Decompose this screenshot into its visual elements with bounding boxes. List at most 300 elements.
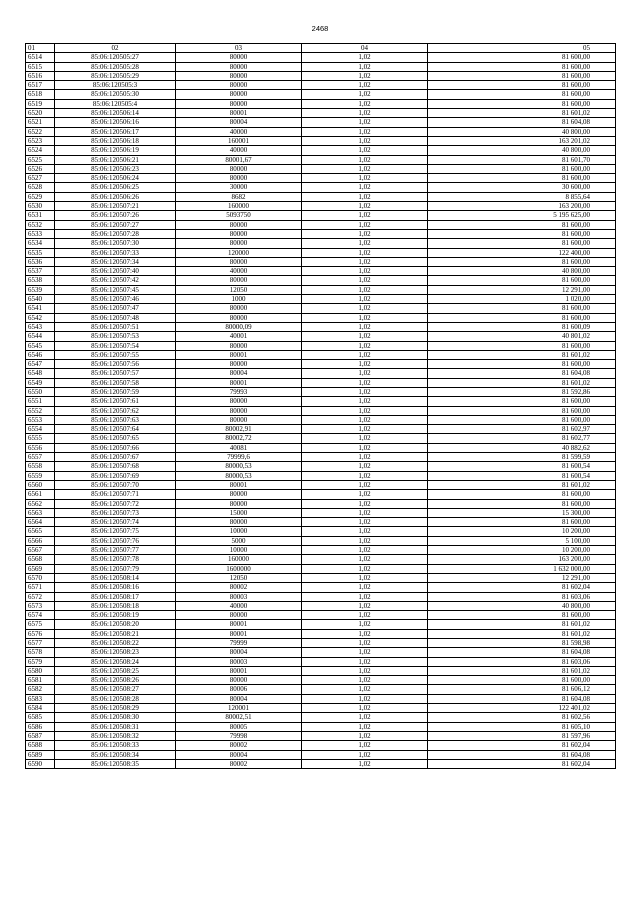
row-number-cell: 6586 [26,722,55,731]
value-cell: 81 599,59 [428,453,616,462]
table-row [26,53,616,62]
cadastral-number-cell: 85:06:120505:4 [55,99,176,108]
cadastral-number-cell: 85:06:120508:34 [55,750,176,759]
cadastral-number-cell: 85:06:120507:67 [55,453,176,462]
table-row [26,360,616,369]
area-cell: 80000 [176,397,302,406]
value-cell: 81 600,00 [428,406,616,415]
value-cell: 81 606,12 [428,685,616,694]
cadastral-number-cell: 85:06:120507:27 [55,220,176,229]
cadastral-number-cell: 85:06:120507:63 [55,415,176,424]
value-cell: 81 600,00 [428,304,616,313]
coefficient-cell: 1,02 [302,369,428,378]
value-cell: 40 801,02 [428,332,616,341]
row-number-cell: 6533 [26,229,55,238]
cadastral-number-cell: 85:06:120507:74 [55,518,176,527]
table-row [26,192,616,201]
area-cell: 5000 [176,536,302,545]
table-row [26,369,616,378]
row-number-cell: 6551 [26,397,55,406]
value-cell: 12 291,00 [428,573,616,582]
coefficient-cell: 1,02 [302,285,428,294]
cadastral-number-cell: 85:06:120506:26 [55,192,176,201]
area-cell: 80006 [176,685,302,694]
cadastral-number-cell: 85:06:120507:70 [55,480,176,489]
area-cell: 80002,51 [176,713,302,722]
cadastral-number-cell: 85:06:120508:16 [55,583,176,592]
table-row [26,220,616,229]
coefficient-cell: 1,02 [302,406,428,415]
table-row [26,564,616,573]
row-number-cell: 6587 [26,731,55,740]
coefficient-cell: 1,02 [302,592,428,601]
coefficient-cell: 1,02 [302,127,428,136]
area-cell: 80000 [176,53,302,62]
value-cell: 81 600,00 [428,99,616,108]
coefficient-cell: 1,02 [302,350,428,359]
row-number-cell: 6559 [26,471,55,480]
table-row [26,546,616,555]
table-row [26,257,616,266]
value-cell: 81 600,00 [428,341,616,350]
value-cell: 81 600,00 [428,90,616,99]
coefficient-cell: 1,02 [302,722,428,731]
value-cell: 12 291,00 [428,285,616,294]
area-cell: 80002,72 [176,434,302,443]
value-cell: 81 600,00 [428,360,616,369]
table-row [26,248,616,257]
table-row [26,592,616,601]
coefficient-cell: 1,02 [302,136,428,145]
area-cell: 80000 [176,71,302,80]
coefficient-cell: 1,02 [302,99,428,108]
coefficient-cell: 1,02 [302,443,428,452]
area-cell: 80000,09 [176,322,302,331]
cadastral-number-cell: 85:06:120508:35 [55,759,176,768]
cadastral-number-cell: 85:06:120508:28 [55,694,176,703]
row-number-cell: 6544 [26,332,55,341]
row-number-cell: 6573 [26,601,55,610]
value-cell: 5 100,00 [428,536,616,545]
row-number-cell: 6556 [26,443,55,452]
cadastral-number-cell: 85:06:120508:20 [55,620,176,629]
cadastral-number-cell: 85:06:120507:54 [55,341,176,350]
coefficient-cell: 1,02 [302,704,428,713]
area-cell: 80001 [176,350,302,359]
coefficient-cell: 1,02 [302,90,428,99]
coefficient-cell: 1,02 [302,332,428,341]
row-number-cell: 6555 [26,434,55,443]
table-row [26,480,616,489]
value-cell: 81 604,08 [428,118,616,127]
table-row [26,583,616,592]
value-cell: 81 600,54 [428,471,616,480]
table-row [26,750,616,759]
row-number-cell: 6575 [26,620,55,629]
area-cell: 79999 [176,639,302,648]
coefficient-cell: 1,02 [302,694,428,703]
cadastral-number-cell: 85:06:120506:19 [55,146,176,155]
coefficient-cell: 1,02 [302,155,428,164]
area-cell: 80004 [176,694,302,703]
table-row [26,146,616,155]
table-row [26,109,616,118]
cadastral-number-cell: 85:06:120507:28 [55,229,176,238]
value-cell: 81 602,04 [428,583,616,592]
area-cell: 80001 [176,666,302,675]
value-cell: 81 600,00 [428,313,616,322]
coefficient-cell: 1,02 [302,62,428,71]
area-cell: 80000 [176,229,302,238]
cadastral-number-cell: 85:06:120508:19 [55,611,176,620]
row-number-cell: 6538 [26,276,55,285]
area-cell: 80000 [176,611,302,620]
table-row [26,71,616,80]
value-cell: 81 600,00 [428,276,616,285]
row-number-cell: 6531 [26,211,55,220]
row-number-cell: 6561 [26,490,55,499]
value-cell: 81 592,86 [428,387,616,396]
row-number-cell: 6558 [26,462,55,471]
area-cell: 80000 [176,99,302,108]
row-number-cell: 6517 [26,81,55,90]
row-number-cell: 6532 [26,220,55,229]
table-row [26,713,616,722]
coefficient-cell: 1,02 [302,118,428,127]
value-cell: 81 602,56 [428,713,616,722]
table-row [26,267,616,276]
coefficient-cell: 1,02 [302,546,428,555]
cadastral-number-cell: 85:06:120506:21 [55,155,176,164]
table-row [26,657,616,666]
area-cell: 79993 [176,387,302,396]
area-cell: 80005 [176,722,302,731]
table-row [26,443,616,452]
coefficient-cell: 1,02 [302,434,428,443]
coefficient-cell: 1,02 [302,164,428,173]
value-cell: 81 601,02 [428,629,616,638]
area-cell: 80004 [176,648,302,657]
area-cell: 80000 [176,257,302,266]
coefficient-cell: 1,02 [302,304,428,313]
coefficient-cell: 1,02 [302,518,428,527]
row-number-cell: 6515 [26,62,55,71]
area-cell: 80000,53 [176,462,302,471]
row-number-cell: 6550 [26,387,55,396]
value-cell: 10 200,00 [428,527,616,536]
table-body [26,44,616,769]
coefficient-cell: 1,02 [302,462,428,471]
table-row [26,81,616,90]
table-header-row [26,44,616,53]
cadastral-number-cell: 85:06:120507:78 [55,555,176,564]
value-cell: 40 800,00 [428,267,616,276]
value-cell: 81 600,09 [428,322,616,331]
value-cell: 81 602,97 [428,425,616,434]
value-cell: 81 601,70 [428,155,616,164]
area-cell: 80000 [176,313,302,322]
area-cell: 80002 [176,583,302,592]
table-row [26,183,616,192]
table-row [26,155,616,164]
value-cell: 163 200,00 [428,202,616,211]
value-cell: 40 882,62 [428,443,616,452]
row-number-cell: 6569 [26,564,55,573]
row-number-cell: 6577 [26,639,55,648]
coefficient-cell: 1,02 [302,657,428,666]
coefficient-cell: 1,02 [302,202,428,211]
cadastral-number-cell: 85:06:120508:21 [55,629,176,638]
value-cell: 10 200,00 [428,546,616,555]
value-cell: 81 604,08 [428,694,616,703]
cadastral-number-cell: 85:06:120507:33 [55,248,176,257]
cadastral-number-cell: 85:06:120505:27 [55,53,176,62]
value-cell: 81 601,02 [428,620,616,629]
table-row [26,462,616,471]
area-cell: 80003 [176,657,302,666]
row-number-cell: 6571 [26,583,55,592]
cadastral-number-cell: 85:06:120506:18 [55,136,176,145]
row-number-cell: 6590 [26,759,55,768]
coefficient-cell: 1,02 [302,480,428,489]
cadastral-number-cell: 85:06:120507:21 [55,202,176,211]
table-row [26,620,616,629]
coefficient-cell: 1,02 [302,341,428,350]
row-number-cell: 6539 [26,285,55,294]
row-number-cell: 6567 [26,546,55,555]
row-number-cell: 6584 [26,704,55,713]
row-number-cell: 6554 [26,425,55,434]
cadastral-number-cell: 85:06:120508:23 [55,648,176,657]
cadastral-number-cell: 85:06:120508:30 [55,713,176,722]
table-row [26,322,616,331]
area-cell: 10000 [176,546,302,555]
area-cell: 80000,53 [176,471,302,480]
value-cell: 40 800,00 [428,127,616,136]
row-number-cell: 6534 [26,239,55,248]
cadastral-number-cell: 85:06:120505:29 [55,71,176,80]
cadastral-number-cell: 85:06:120507:69 [55,471,176,480]
table-row [26,499,616,508]
value-cell: 81 600,00 [428,62,616,71]
coefficient-cell: 1,02 [302,713,428,722]
row-number-cell: 6548 [26,369,55,378]
area-cell: 80000 [176,341,302,350]
coefficient-cell: 1,02 [302,490,428,499]
cadastral-number-cell: 85:06:120507:61 [55,397,176,406]
value-cell: 81 600,00 [428,490,616,499]
value-cell: 81 600,00 [428,676,616,685]
area-cell: 80000 [176,304,302,313]
area-cell: 80003 [176,592,302,601]
table-row [26,722,616,731]
value-cell: 81 600,00 [428,174,616,183]
area-cell: 80004 [176,369,302,378]
area-cell: 80001 [176,378,302,387]
coefficient-cell: 1,02 [302,731,428,740]
row-number-cell: 6529 [26,192,55,201]
cadastral-number-cell: 85:06:120507:46 [55,295,176,304]
cadastral-number-cell: 85:06:120507:68 [55,462,176,471]
row-number-cell: 6589 [26,750,55,759]
row-number-cell: 6530 [26,202,55,211]
row-number-cell: 6581 [26,676,55,685]
area-cell: 1600000 [176,564,302,573]
cadastral-number-cell: 85:06:120507:26 [55,211,176,220]
cadastral-number-cell: 85:06:120507:45 [55,285,176,294]
area-cell: 40000 [176,127,302,136]
area-cell: 80000 [176,406,302,415]
table-row [26,174,616,183]
row-number-cell: 6583 [26,694,55,703]
cadastral-number-cell: 85:06:120507:48 [55,313,176,322]
table-row [26,276,616,285]
row-number-cell: 6535 [26,248,55,257]
value-cell: 81 600,00 [428,257,616,266]
area-cell: 80000 [176,276,302,285]
row-number-cell: 6540 [26,295,55,304]
row-number-cell: 6528 [26,183,55,192]
table-row [26,685,616,694]
area-cell: 15000 [176,508,302,517]
table-row [26,490,616,499]
area-cell: 160000 [176,555,302,564]
cadastral-number-cell: 85:06:120507:79 [55,564,176,573]
value-cell: 81 600,54 [428,462,616,471]
page-number: 2468 [311,24,329,33]
cadastral-number-cell: 85:06:120508:27 [55,685,176,694]
area-cell: 80000 [176,499,302,508]
value-cell: 81 600,00 [428,229,616,238]
coefficient-cell: 1,02 [302,639,428,648]
area-cell: 30000 [176,183,302,192]
value-cell: 81 600,00 [428,81,616,90]
cadastral-number-cell: 85:06:120507:42 [55,276,176,285]
coefficient-cell: 1,02 [302,192,428,201]
value-cell: 163 201,02 [428,136,616,145]
area-cell: 80001 [176,480,302,489]
coefficient-cell: 1,02 [302,601,428,610]
cadastral-number-cell: 85:06:120508:17 [55,592,176,601]
row-number-cell: 6562 [26,499,55,508]
cadastral-number-cell: 85:06:120508:18 [55,601,176,610]
table-row [26,415,616,424]
area-cell: 10000 [176,527,302,536]
row-number-cell: 6580 [26,666,55,675]
coefficient-cell: 1,02 [302,555,428,564]
table-row [26,648,616,657]
coefficient-cell: 1,02 [302,53,428,62]
area-cell: 80000 [176,81,302,90]
table-row [26,731,616,740]
row-number-cell: 6543 [26,322,55,331]
cadastral-number-cell: 85:06:120507:65 [55,434,176,443]
row-number-cell: 6566 [26,536,55,545]
coefficient-cell: 1,02 [302,620,428,629]
coefficient-cell: 1,02 [302,146,428,155]
row-number-cell: 6565 [26,527,55,536]
table-row [26,127,616,136]
area-cell: 5093750 [176,211,302,220]
coefficient-cell: 1,02 [302,229,428,238]
value-cell: 81 598,98 [428,639,616,648]
area-cell: 160000 [176,202,302,211]
value-cell: 81 604,08 [428,369,616,378]
cadastral-number-cell: 85:06:120508:31 [55,722,176,731]
table-row [26,434,616,443]
coefficient-cell: 1,02 [302,267,428,276]
area-cell: 120001 [176,704,302,713]
row-number-cell: 6526 [26,164,55,173]
coefficient-cell: 1,02 [302,759,428,768]
coefficient-cell: 1,02 [302,508,428,517]
row-number-cell: 6568 [26,555,55,564]
table-row [26,350,616,359]
coefficient-cell: 1,02 [302,666,428,675]
row-number-cell: 6552 [26,406,55,415]
coefficient-cell: 1,02 [302,741,428,750]
table-row [26,62,616,71]
cadastral-number-cell: 85:06:120507:58 [55,378,176,387]
row-number-cell: 6582 [26,685,55,694]
table-row [26,639,616,648]
area-cell: 80002 [176,759,302,768]
cadastral-number-cell: 85:06:120508:14 [55,573,176,582]
value-cell: 15 300,00 [428,508,616,517]
coefficient-cell: 1,02 [302,276,428,285]
cadastral-number-cell: 85:06:120507:47 [55,304,176,313]
area-cell: 80000 [176,90,302,99]
table-row [26,397,616,406]
row-number-cell: 6549 [26,378,55,387]
value-cell: 122 401,02 [428,704,616,713]
row-number-cell: 6522 [26,127,55,136]
area-cell: 12050 [176,573,302,582]
table-row [26,536,616,545]
table-row [26,508,616,517]
value-cell: 81 600,00 [428,499,616,508]
cadastral-number-cell: 85:06:120507:53 [55,332,176,341]
value-cell: 81 600,00 [428,71,616,80]
cadastral-number-cell: 85:06:120508:33 [55,741,176,750]
row-number-cell: 6537 [26,267,55,276]
coefficient-cell: 1,02 [302,322,428,331]
area-cell: 80000 [176,220,302,229]
row-number-cell: 6516 [26,71,55,80]
area-cell: 80000 [176,490,302,499]
area-cell: 40081 [176,443,302,452]
cadastral-number-cell: 85:06:120507:62 [55,406,176,415]
cadastral-number-cell: 85:06:120508:24 [55,657,176,666]
row-number-cell: 6520 [26,109,55,118]
table-row [26,527,616,536]
coefficient-cell: 1,02 [302,453,428,462]
cadastral-number-cell: 85:06:120506:14 [55,109,176,118]
cadastral-number-cell: 85:06:120507:34 [55,257,176,266]
table-row [26,229,616,238]
coefficient-cell: 1,02 [302,397,428,406]
value-cell: 163 200,00 [428,555,616,564]
value-cell: 81 600,00 [428,397,616,406]
area-cell: 79999,6 [176,453,302,462]
coefficient-cell: 1,02 [302,220,428,229]
cadastral-number-cell: 85:06:120507:40 [55,267,176,276]
value-cell: 81 600,00 [428,239,616,248]
table-row [26,211,616,220]
table-row [26,387,616,396]
table-row [26,471,616,480]
cadastral-number-cell: 85:06:120508:22 [55,639,176,648]
